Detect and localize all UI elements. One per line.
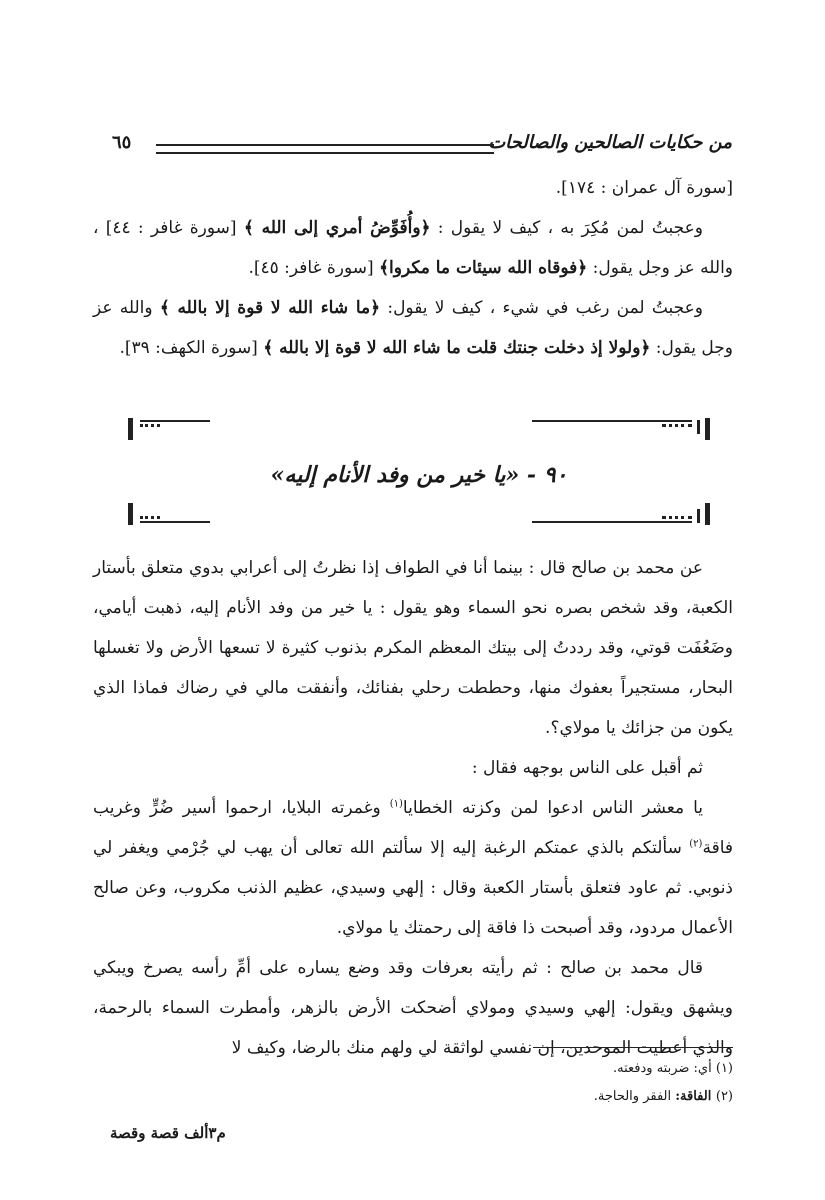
quran-verse: ﴿وأُفَوِّضُ أمري إلى الله ﴾	[243, 218, 431, 238]
surah-reference-line	[93, 168, 733, 208]
section-separator: -	[519, 462, 544, 488]
text-segment: وعجبتُ لمن رغب في شيء ، كيف لا يقول:	[380, 298, 703, 318]
book-signature-mark: م٣ألف قصة وقصة	[110, 1124, 226, 1142]
footnotes	[93, 1055, 733, 1111]
footnote-number: (١)	[715, 1061, 733, 1076]
section-heading	[128, 462, 710, 488]
text-segment: والله عز وجل يقول:	[93, 298, 733, 358]
story-paragraph-2: ثم أقبل على الناس بوجهه فقال :	[471, 758, 703, 778]
header-title: من حكايات الصالحين والصالحات	[488, 132, 732, 153]
story-paragraph-3	[93, 788, 733, 948]
frame-corner-top-right	[530, 418, 710, 438]
top-text-block	[93, 168, 733, 368]
footnote-text: الفقر والحاجة.	[593, 1089, 676, 1104]
footnote-term: الفاقة:	[675, 1089, 716, 1104]
frame-corner-bottom-right	[530, 505, 710, 525]
footnote-ref-1: (١)	[389, 798, 403, 810]
text-segment: وغمرته البلايا، ارحموا أسير ضُرٍّ وغريب فاقة	[93, 798, 733, 858]
paragraph-plotted-against	[93, 208, 733, 288]
text-segment: يا معشر الناس ادعوا لمن وكزته الخطايا	[402, 798, 704, 818]
footnote-text: أي: ضربته ودفعته.	[612, 1061, 716, 1076]
text-segment: سألتكم بالذي عمتكم الرغبة إليه إلا سألتم الله تعالى أن يهب لي جُرْمي ويغفر لي ذنوبي. ثم عاود فتعلق بأستار الكعبة وقال : إلهي وسيدي، عظيم الذنب مكروب، وعن صالح الأعمال مردود، وقد أصبحت ذا فاقة إلى رحمتك يا مولاي.	[93, 838, 733, 938]
page-number: ٦٥	[112, 132, 132, 153]
text-segment: [سورة غافر : ٤٤] ، والله عز وجل يقول:	[93, 218, 733, 278]
frame-corner-bottom-left	[128, 505, 308, 525]
text-segment: [سورة الكهف: ٣٩].	[119, 338, 264, 358]
paragraph-desired-thing	[93, 288, 733, 368]
story-text-block	[93, 548, 733, 1068]
footnote-1	[93, 1055, 733, 1083]
story-paragraph-4: قال محمد بن صالح : ثم رأيته بعرفات وقد وضع يساره على أمِّ رأسه يصرخ ويبكي ويشهق ويقول: إلهي وسيدي ومولاي أضحكت الأرض بالزهر، وأمطرت السماء بالرحمة، والذي أعطيت الموحدين، إن نفسي لواثقة لي ولهم منك بالرضا، وكيف لا	[93, 958, 733, 1058]
section-number: ٩٠	[543, 462, 568, 488]
story-paragraph-1: عن محمد بن صالح قال : بينما أنا في الطواف إذا نظرتُ إلى أعرابي بدوي متعلق بأستار الكعبة، وقد شخص بصره نحو السماء وهو يقول : يا خير من وفد الأنام إليه، ذهبت أيامي، وضَعُفَت قوتي، وقد رددتُ إلى بيتك المعظم المكرم بذنوب كثيرة لا تسعها الأرض ولا تغسلها البحار، مستجيراً بعفوك منها، وحططت رحلي بفنائك، وأنفقت مالي في رضاك فماذا الذي يكون من جزائك يا مولاي؟.	[93, 558, 733, 738]
text-segment: [سورة غافر: ٤٥].	[248, 258, 380, 278]
quran-verse: ﴿ما شاء الله لا قوة إلا بالله ﴾	[159, 298, 381, 318]
footnote-2	[93, 1083, 733, 1111]
footnote-rule	[533, 1047, 733, 1048]
surah-reference: [سورة آل عمران : ١٧٤].	[555, 178, 733, 198]
quran-verse: ﴿فوقاه الله سيئات ما مكروا﴾	[379, 258, 588, 278]
quran-verse: ﴿ولولا إذ دخلت جنتك قلت ما شاء الله لا قوة إلا بالله ﴾	[263, 338, 651, 358]
header-rule	[156, 144, 494, 154]
section-heading-frame	[128, 410, 710, 525]
text-segment: وعجبتُ لمن مُكِرَ به ، كيف لا يقول :	[430, 218, 703, 238]
footnote-number: (٢)	[715, 1089, 733, 1104]
footnote-ref-2: (٢)	[689, 838, 703, 850]
frame-corner-top-left	[128, 418, 308, 438]
running-header	[112, 128, 732, 162]
section-title: «يا خير من وفد الأنام إليه»	[270, 462, 520, 488]
